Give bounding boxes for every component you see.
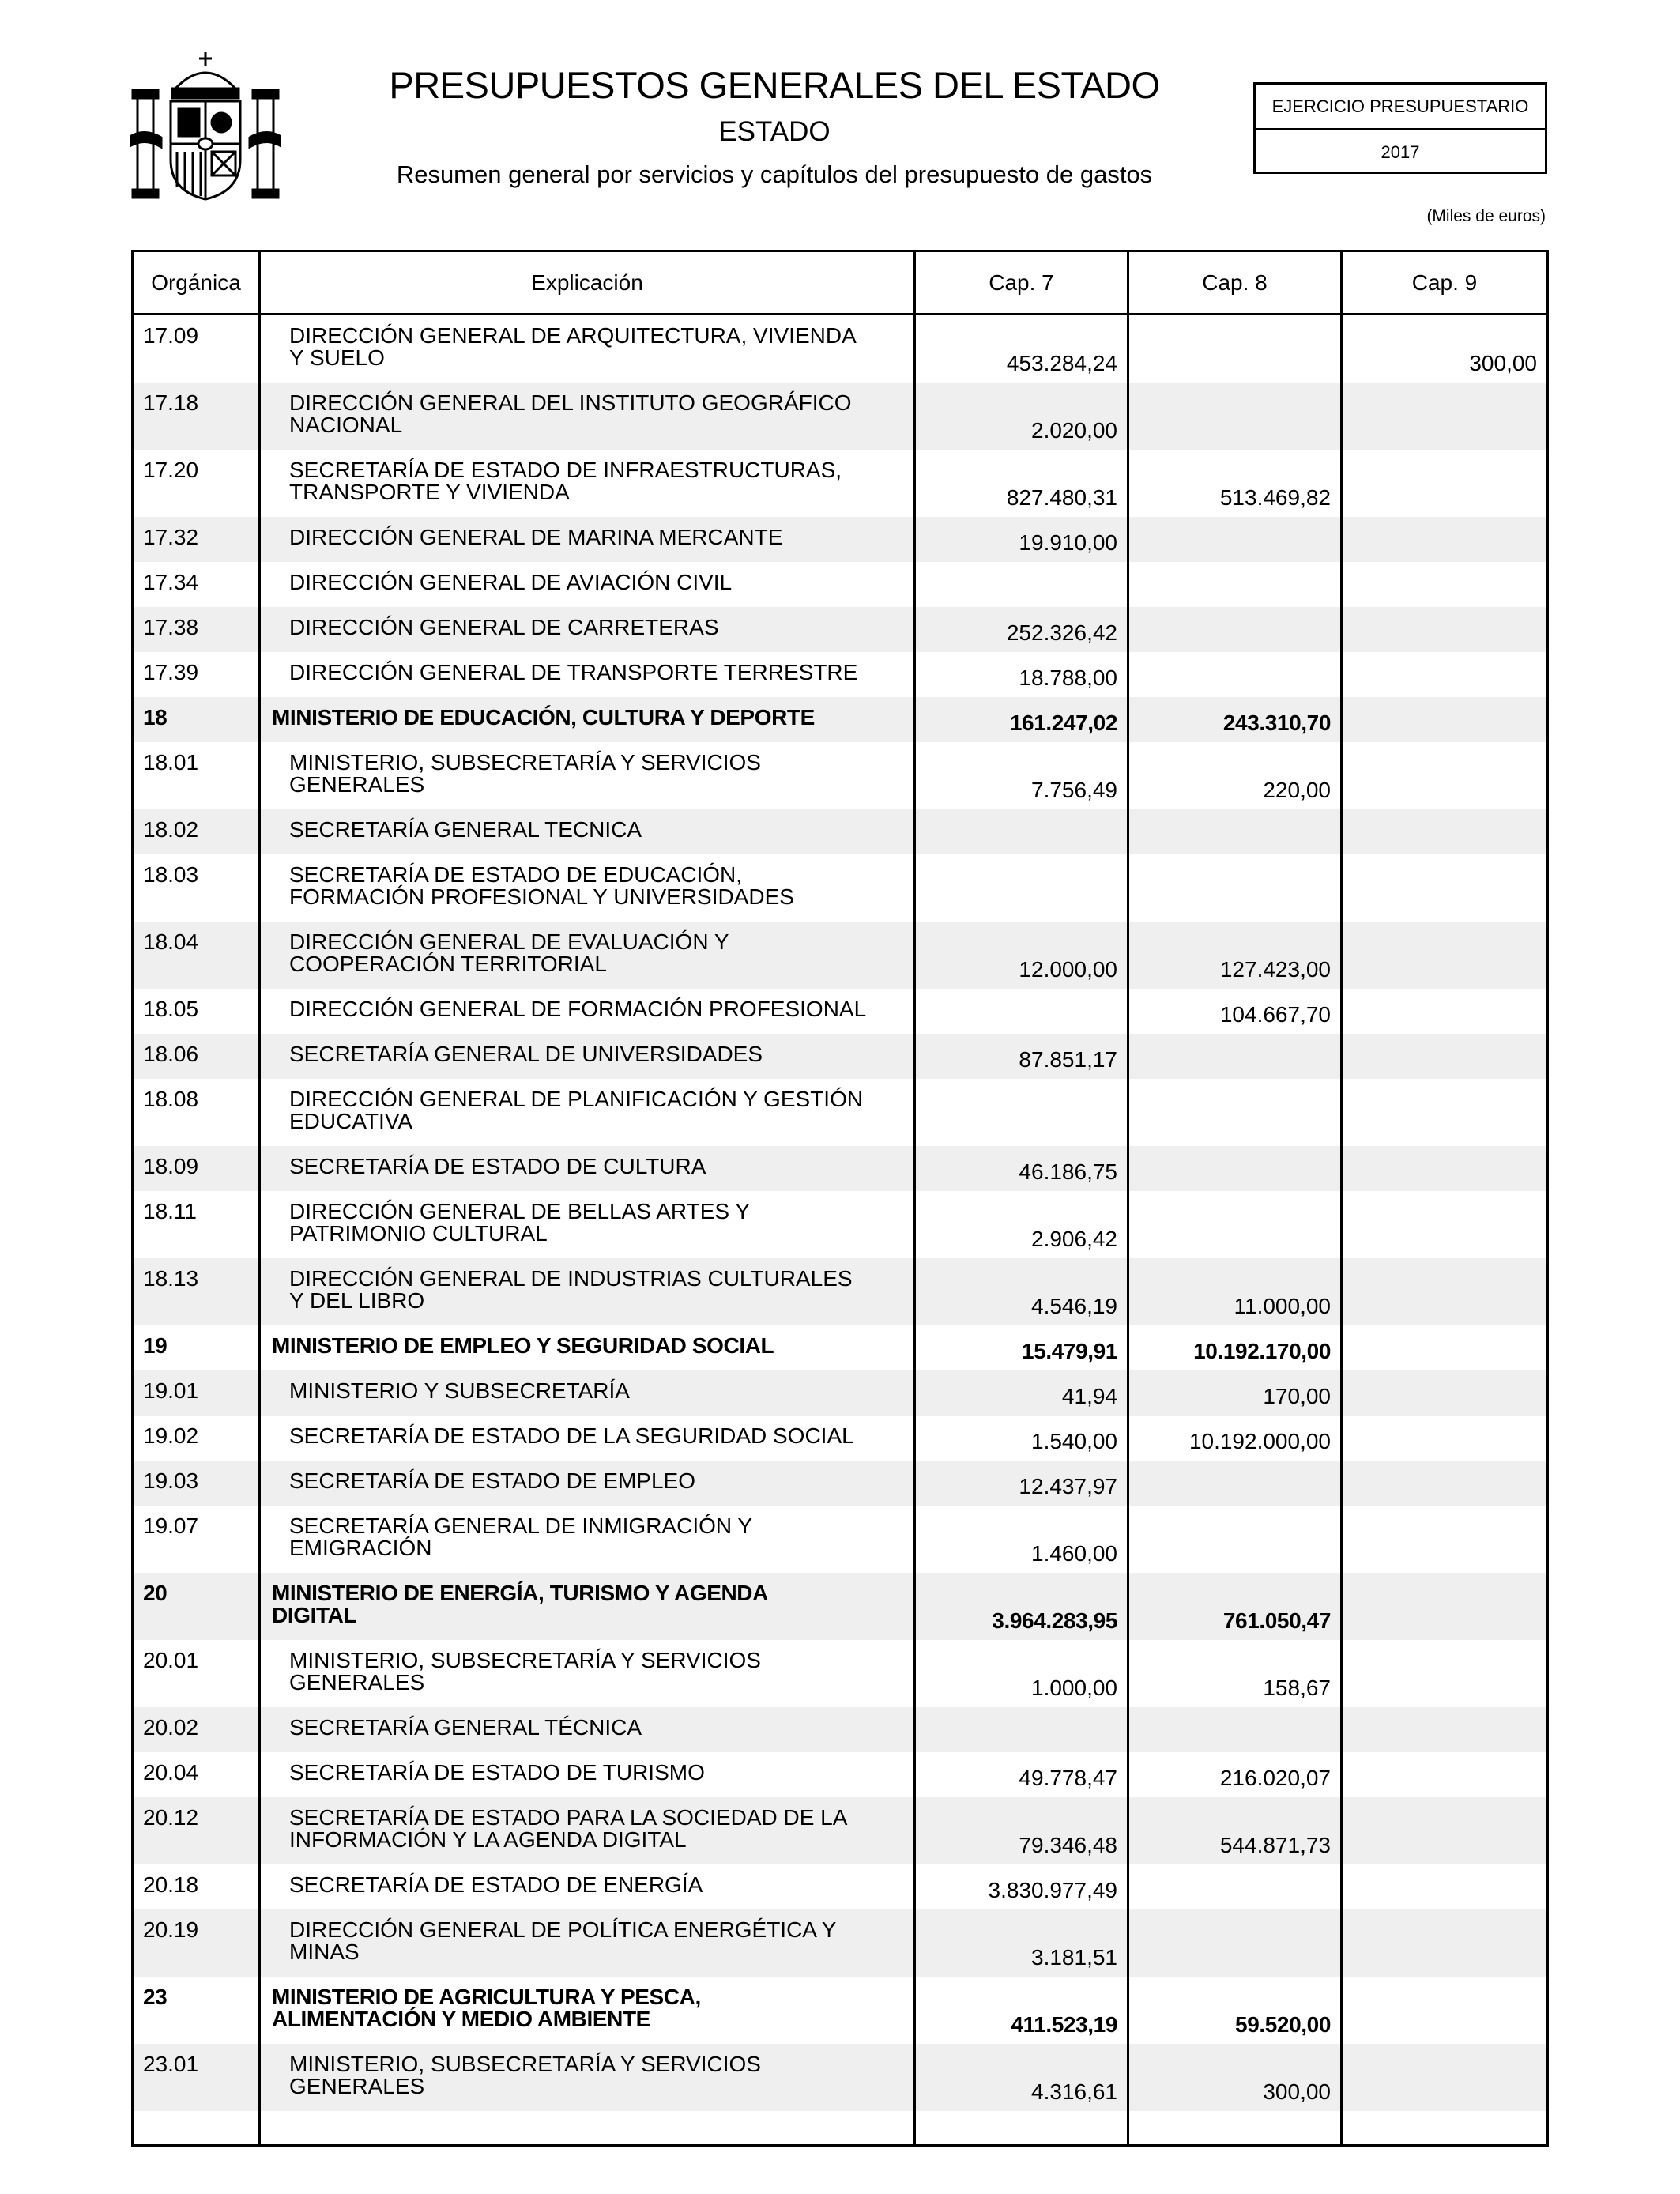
cell-explicacion <box>261 1707 913 1752</box>
cell-cap8: 216.020,07 <box>1219 1766 1331 1790</box>
cell-cap9 <box>1343 1416 1546 1461</box>
column-divider <box>1127 252 1129 2144</box>
cell-cap9 <box>1343 1797 1546 1864</box>
cell-explicacion <box>261 383 913 450</box>
explicacion-line: SECRETARÍA DE ESTADO DE TURISMO <box>289 1760 705 1785</box>
explicacion-line: GENERALES <box>289 1670 425 1695</box>
explicacion-line: DIRECCIÓN GENERAL DE ARQUITECTURA, VIVIENDA <box>289 323 857 348</box>
cell-cap7 <box>916 809 1127 854</box>
cell-organica: 17.32 <box>143 525 199 549</box>
cell-cap7: 161.247,02 <box>1009 711 1117 735</box>
explicacion-line: MINISTERIO DE ENERGÍA, TURISMO Y AGENDA <box>272 1581 768 1605</box>
cell-cap7: 19.910,00 <box>1019 530 1117 555</box>
explicacion-line: DIRECCIÓN GENERAL DEL INSTITUTO GEOGRÁFICO <box>289 390 852 415</box>
coat-of-arms-icon <box>126 49 284 207</box>
cell-cap7: 453.284,24 <box>1006 351 1117 375</box>
page-subtitle: ESTADO <box>718 116 831 147</box>
cell-cap8: 158,67 <box>1263 1676 1331 1700</box>
table-row <box>134 2044 1546 2111</box>
cell-cap9 <box>1343 809 1546 854</box>
cell-cap9 <box>1343 1370 1546 1416</box>
table-row <box>134 1707 1546 1752</box>
cell-explicacion <box>261 1573 913 1640</box>
cell-cap8 <box>1129 1909 1340 1977</box>
cell-cap9 <box>1343 1146 1546 1191</box>
table-row <box>134 450 1546 517</box>
explicacion-line: INFORMACIÓN Y LA AGENDA DIGITAL <box>289 1827 687 1852</box>
table-row <box>134 1258 1546 1325</box>
cell-cap7: 18.788,00 <box>1019 665 1117 690</box>
table-row <box>134 742 1546 809</box>
cell-cap9 <box>1343 1034 1546 1079</box>
cell-explicacion <box>261 1325 913 1370</box>
cell-cap7: 3.830.977,49 <box>988 1878 1117 1902</box>
cell-cap7: 15.479,91 <box>1022 1339 1117 1363</box>
cell-explicacion <box>261 1864 913 1909</box>
cell-explicacion <box>261 1034 913 1079</box>
cell-organica: 19.01 <box>143 1378 199 1403</box>
explicacion-line: GENERALES <box>289 772 425 797</box>
cell-explicacion <box>261 652 913 697</box>
table-row <box>134 1370 1546 1416</box>
cell-cap8 <box>1129 1864 1340 1909</box>
explicacion-line: DIRECCIÓN GENERAL DE BELLAS ARTES Y <box>289 1199 751 1223</box>
explicacion-line: NACIONAL <box>289 413 403 437</box>
cell-cap7: 49.778,47 <box>1019 1766 1117 1790</box>
cell-organica: 18.08 <box>143 1087 199 1111</box>
column-divider <box>258 252 261 2144</box>
cell-cap7 <box>916 1707 1127 1752</box>
explicacion-line: MINISTERIO DE EMPLEO Y SEGURIDAD SOCIAL <box>272 1333 774 1358</box>
cell-organica: 19.02 <box>143 1423 199 1448</box>
cell-cap8: 170,00 <box>1263 1384 1331 1408</box>
cell-cap9 <box>1343 450 1546 517</box>
table-row <box>134 315 1546 383</box>
cell-organica: 18.01 <box>143 750 199 775</box>
cell-cap7 <box>916 989 1127 1034</box>
explicacion-line: MINISTERIO, SUBSECRETARÍA Y SERVICIOS <box>289 750 761 775</box>
table-row <box>134 1079 1546 1146</box>
cell-cap8: 220,00 <box>1263 778 1331 802</box>
cell-cap9 <box>1343 989 1546 1034</box>
budget-table <box>131 250 1549 2147</box>
cell-cap7: 87.851,17 <box>1019 1047 1117 1072</box>
explicacion-line: MINISTERIO, SUBSECRETARÍA Y SERVICIOS <box>289 2052 761 2076</box>
cell-cap8: 10.192.170,00 <box>1193 1339 1331 1363</box>
cell-cap9 <box>1343 562 1546 607</box>
cell-cap8: 513.469,82 <box>1219 485 1331 510</box>
cell-cap8 <box>1129 517 1340 562</box>
explicacion-line: SECRETARÍA GENERAL DE INMIGRACIÓN Y <box>289 1514 753 1538</box>
exercise-label: EJERCICIO PRESUPUESTARIO <box>1256 85 1545 130</box>
cell-cap9 <box>1343 1977 1546 2044</box>
explicacion-line: SECRETARÍA DE ESTADO DE LA SEGURIDAD SOCIAL <box>289 1423 854 1448</box>
cell-cap9 <box>1343 922 1546 989</box>
explicacion-line: Y DEL LIBRO <box>289 1288 425 1313</box>
explicacion-line: DIRECCIÓN GENERAL DE AVIACIÓN CIVIL <box>289 570 733 594</box>
cell-cap7: 1.000,00 <box>1031 1676 1117 1700</box>
table-row <box>134 922 1546 989</box>
cell-cap9 <box>1343 1506 1546 1573</box>
explicacion-line: SECRETARÍA GENERAL TECNICA <box>289 817 642 842</box>
table-row <box>134 607 1546 652</box>
cell-cap8: 10.192.000,00 <box>1188 1429 1331 1453</box>
cell-cap8 <box>1129 383 1340 450</box>
cell-cap8: 243.310,70 <box>1222 711 1331 735</box>
cell-explicacion <box>261 562 913 607</box>
table-row <box>134 1416 1546 1461</box>
explicacion-line: DIRECCIÓN GENERAL DE POLÍTICA ENERGÉTICA Y <box>289 1917 837 1942</box>
cell-cap9 <box>1343 2044 1546 2111</box>
cell-explicacion <box>261 989 913 1034</box>
explicacion-line: SECRETARÍA DE ESTADO DE INFRAESTRUCTURAS, <box>289 458 842 482</box>
cell-explicacion <box>261 697 913 742</box>
table-row <box>134 1797 1546 1864</box>
cell-explicacion <box>261 1416 913 1461</box>
explicacion-line: DIRECCIÓN GENERAL DE CARRETERAS <box>289 615 719 639</box>
cell-cap8 <box>1129 1079 1340 1146</box>
table-row <box>134 383 1546 450</box>
explicacion-line: DIRECCIÓN GENERAL DE FORMACIÓN PROFESIONAL <box>289 997 867 1021</box>
column-header-organica: Orgánica <box>151 270 241 295</box>
cell-cap7: 1.460,00 <box>1031 1541 1117 1566</box>
cell-cap7: 7.756,49 <box>1031 778 1117 802</box>
cell-cap9 <box>1343 854 1546 922</box>
page-title: PRESUPUESTOS GENERALES DEL ESTADO <box>389 64 1160 106</box>
cell-cap8: 104.667,70 <box>1219 1002 1331 1027</box>
cell-cap9 <box>1343 607 1546 652</box>
cell-cap7: 3.964.283,95 <box>992 1608 1117 1633</box>
exercise-box <box>1253 82 1547 174</box>
table-row <box>134 989 1546 1034</box>
cell-cap7 <box>916 1079 1127 1146</box>
cell-organica: 18.13 <box>143 1266 199 1291</box>
explicacion-line: SECRETARÍA DE ESTADO DE EDUCACIÓN, <box>289 862 743 887</box>
cell-cap7: 827.480,31 <box>1006 485 1117 510</box>
table-row <box>134 1461 1546 1506</box>
cell-explicacion <box>261 2044 913 2111</box>
exercise-year: 2017 <box>1381 141 1420 162</box>
explicacion-line: SECRETARÍA DE ESTADO DE ENERGÍA <box>289 1872 703 1897</box>
cell-explicacion <box>261 1909 913 1977</box>
cell-organica: 17.20 <box>143 458 199 482</box>
table-row <box>134 854 1546 922</box>
cell-explicacion <box>261 1146 913 1191</box>
explicacion-line: DIGITAL <box>272 1603 357 1627</box>
cell-organica: 20.12 <box>143 1805 199 1830</box>
cell-explicacion <box>261 1258 913 1325</box>
column-header-cap7: Cap. 7 <box>989 270 1054 295</box>
cell-organica: 20.19 <box>143 1917 199 1942</box>
cell-cap9 <box>1343 1707 1546 1752</box>
cell-cap9 <box>1343 1325 1546 1370</box>
table-row <box>134 1977 1546 2044</box>
explicacion-line: SECRETARÍA DE ESTADO DE EMPLEO <box>289 1468 695 1493</box>
cell-cap8 <box>1129 607 1340 652</box>
cell-cap8 <box>1129 854 1340 922</box>
table-row <box>134 1752 1546 1797</box>
cell-explicacion <box>261 922 913 989</box>
explicacion-line: Y SUELO <box>289 345 385 370</box>
cell-explicacion <box>261 1977 913 2044</box>
cell-organica: 18.05 <box>143 997 199 1021</box>
cell-cap9 <box>1343 1461 1546 1506</box>
table-row <box>134 1640 1546 1707</box>
cell-cap8: 544.871,73 <box>1219 1833 1331 1857</box>
table-row <box>134 1573 1546 1640</box>
cell-cap9 <box>1343 697 1546 742</box>
table-row <box>134 1864 1546 1909</box>
cell-cap8 <box>1129 652 1340 697</box>
cell-cap9 <box>1343 742 1546 809</box>
cell-cap7: 411.523,19 <box>1011 2012 1117 2037</box>
cell-cap9 <box>1343 1191 1546 1258</box>
page-description: Resumen general por servicios y capítulos del presupuesto de gastos <box>396 160 1153 188</box>
cell-cap7 <box>916 854 1127 922</box>
table-row <box>134 1034 1546 1079</box>
cell-cap8: 300,00 <box>1263 2079 1331 2104</box>
cell-explicacion <box>261 854 913 922</box>
cell-cap7: 252.326,42 <box>1006 620 1117 645</box>
cell-explicacion <box>261 1640 913 1707</box>
explicacion-line: ALIMENTACIÓN Y MEDIO AMBIENTE <box>272 2007 650 2031</box>
cell-cap7: 3.181,51 <box>1031 1945 1117 1970</box>
cell-cap8 <box>1129 1191 1340 1258</box>
cell-cap8 <box>1129 1461 1340 1506</box>
cell-cap7: 12.000,00 <box>1019 957 1117 982</box>
explicacion-line: MINISTERIO DE EDUCACIÓN, CULTURA Y DEPORTE <box>272 705 815 729</box>
cell-organica: 18 <box>143 705 168 729</box>
table-row <box>134 562 1546 607</box>
explicacion-line: MINISTERIO, SUBSECRETARÍA Y SERVICIOS <box>289 1648 761 1672</box>
cell-cap7: 4.316,61 <box>1031 2079 1117 2104</box>
cell-explicacion <box>261 1191 913 1258</box>
cell-organica: 19 <box>143 1333 168 1358</box>
cell-organica: 20.01 <box>143 1648 199 1672</box>
explicacion-line: SECRETARÍA DE ESTADO PARA LA SOCIEDAD DE LA <box>289 1805 848 1830</box>
cell-cap7: 1.540,00 <box>1031 1429 1117 1453</box>
explicacion-line: MINAS <box>289 1940 360 1964</box>
cell-organica: 23 <box>143 1985 168 2009</box>
explicacion-line: SECRETARÍA DE ESTADO DE CULTURA <box>289 1154 706 1178</box>
cell-organica: 18.02 <box>143 817 199 842</box>
cell-explicacion <box>261 450 913 517</box>
table-row <box>134 1506 1546 1573</box>
cell-cap9 <box>1343 517 1546 562</box>
cell-explicacion <box>261 607 913 652</box>
cell-cap7: 46.186,75 <box>1019 1159 1117 1184</box>
cell-cap7 <box>916 562 1127 607</box>
cell-organica: 19.07 <box>143 1514 199 1538</box>
cell-organica: 18.11 <box>143 1199 197 1223</box>
explicacion-line: MINISTERIO Y SUBSECRETARÍA <box>289 1378 630 1403</box>
cell-cap7: 2.020,00 <box>1031 418 1117 443</box>
cell-cap9 <box>1343 1258 1546 1325</box>
explicacion-line: DIRECCIÓN GENERAL DE MARINA MERCANTE <box>289 525 783 549</box>
cell-cap8 <box>1129 1506 1340 1573</box>
cell-cap7: 79.346,48 <box>1019 1833 1117 1857</box>
explicacion-line: EMIGRACIÓN <box>289 1536 432 1560</box>
cell-organica: 17.09 <box>143 323 199 348</box>
cell-explicacion <box>261 1797 913 1864</box>
explicacion-line: SECRETARÍA GENERAL TÉCNICA <box>289 1715 642 1740</box>
table-row <box>134 1146 1546 1191</box>
cell-organica: 18.03 <box>143 862 199 887</box>
cell-cap8 <box>1129 1707 1340 1752</box>
cell-organica: 19.03 <box>143 1468 199 1493</box>
cell-cap8 <box>1129 1146 1340 1191</box>
cell-cap9 <box>1343 652 1546 697</box>
table-row <box>134 1909 1546 1977</box>
cell-explicacion <box>261 1506 913 1573</box>
cell-organica: 20 <box>143 1581 168 1605</box>
cell-cap8: 761.050,47 <box>1222 1608 1331 1633</box>
cell-organica: 17.18 <box>143 390 199 415</box>
cell-organica: 17.38 <box>143 615 199 639</box>
cell-organica: 18.06 <box>143 1042 199 1066</box>
cell-cap7: 4.546,19 <box>1031 1294 1117 1318</box>
cell-cap8 <box>1129 809 1340 854</box>
explicacion-line: COOPERACIÓN TERRITORIAL <box>289 952 607 976</box>
table-row <box>134 809 1546 854</box>
cell-cap9 <box>1343 1909 1546 1977</box>
table-row <box>134 1191 1546 1258</box>
cell-organica: 20.18 <box>143 1872 199 1897</box>
cell-organica: 23.01 <box>143 2052 199 2076</box>
header <box>316 63 1233 191</box>
cell-organica: 17.34 <box>143 570 199 594</box>
cell-organica: 20.04 <box>143 1760 199 1785</box>
cell-organica: 18.04 <box>143 929 199 954</box>
explicacion-line: PATRIMONIO CULTURAL <box>289 1221 548 1246</box>
explicacion-line: SECRETARÍA GENERAL DE UNIVERSIDADES <box>289 1042 763 1066</box>
cell-explicacion <box>261 1752 913 1797</box>
cell-cap9 <box>1343 1640 1546 1707</box>
cell-cap9 <box>1343 1573 1546 1640</box>
cell-organica: 17.39 <box>143 660 199 684</box>
column-header-cap8: Cap. 8 <box>1202 270 1268 295</box>
cell-explicacion <box>261 315 913 383</box>
column-divider <box>913 252 916 2144</box>
units-label: (Miles de euros) <box>1426 207 1546 225</box>
cell-cap7: 2.906,42 <box>1031 1227 1117 1251</box>
cell-explicacion <box>261 517 913 562</box>
explicacion-line: GENERALES <box>289 2074 425 2098</box>
cell-cap8: 59.520,00 <box>1235 2012 1331 2037</box>
column-header-cap9: Cap. 9 <box>1411 270 1478 295</box>
cell-cap9 <box>1343 1864 1546 1909</box>
cell-cap9 <box>1343 1752 1546 1797</box>
column-divider <box>1340 252 1343 2144</box>
column-header-explicacion: Explicación <box>531 270 643 295</box>
cell-explicacion <box>261 1461 913 1506</box>
cell-explicacion <box>261 1079 913 1146</box>
cell-cap8 <box>1129 1034 1340 1079</box>
cell-cap9 <box>1343 383 1546 450</box>
cell-organica: 20.02 <box>143 1715 199 1740</box>
table-row <box>134 1325 1546 1370</box>
explicacion-line: FORMACIÓN PROFESIONAL Y UNIVERSIDADES <box>289 884 794 909</box>
cell-cap9 <box>1343 1079 1546 1146</box>
cell-explicacion <box>261 809 913 854</box>
table-row <box>134 517 1546 562</box>
cell-cap7: 12.437,97 <box>1019 1474 1117 1498</box>
explicacion-line: MINISTERIO DE AGRICULTURA Y PESCA, <box>272 1985 701 2009</box>
cell-cap8 <box>1129 315 1340 383</box>
explicacion-line: EDUCATIVA <box>289 1109 413 1133</box>
explicacion-line: TRANSPORTE Y VIVIENDA <box>289 480 570 504</box>
explicacion-line: DIRECCIÓN GENERAL DE INDUSTRIAS CULTURALES <box>289 1266 853 1291</box>
cell-cap8: 11.000,00 <box>1234 1294 1331 1318</box>
explicacion-line: DIRECCIÓN GENERAL DE PLANIFICACIÓN Y GESTIÓN <box>289 1087 864 1111</box>
cell-cap8 <box>1129 562 1340 607</box>
table-row <box>134 697 1546 742</box>
cell-cap9: 300,00 <box>1469 351 1537 375</box>
cell-cap8: 127.423,00 <box>1219 957 1331 982</box>
explicacion-line: DIRECCIÓN GENERAL DE TRANSPORTE TERRESTRE <box>289 660 858 684</box>
table-row <box>134 652 1546 697</box>
table-header <box>134 252 1546 315</box>
cell-explicacion <box>261 742 913 809</box>
cell-cap7: 41,94 <box>1061 1384 1117 1408</box>
cell-explicacion <box>261 1370 913 1416</box>
cell-organica: 18.09 <box>143 1154 199 1178</box>
explicacion-line: DIRECCIÓN GENERAL DE EVALUACIÓN Y <box>289 929 729 954</box>
